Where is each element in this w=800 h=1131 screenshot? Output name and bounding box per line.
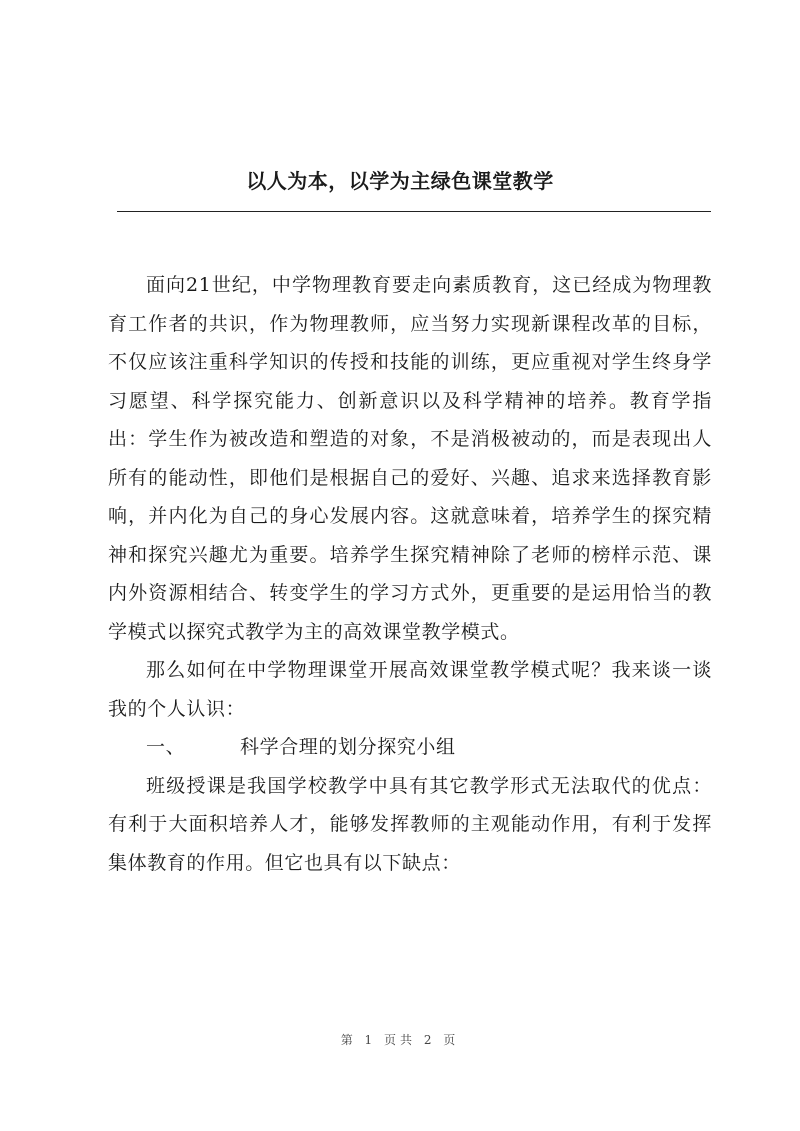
page-footer: 第 1 页共 2 页 [340,1033,460,1047]
paragraph-question: 那么如何在中学物理课堂开展高效课堂教学模式呢？我来谈一谈我的个人认识： [108,659,712,720]
document-body [108,266,712,882]
paragraph-class-teaching: 班级授课是我国学校教学中具有其它教学形式无法取代的优点：有利于大面积培养人才，能够发挥教师的主观能动作用，有利于发挥集体教育的作用。但它也具有以下缺点： [108,774,712,874]
section-number: 一、 [146,736,186,758]
paragraph-intro: 面向21世纪，中学物理教育要走向素质教育，这已经成为物理教育工作者的共识，作为物理教师，应当努力实现新课程改革的目标，不仅应该注重科学知识的传授和技能的训练，更应重视对学生终身学习愿望、科学探究能力、创新意识以及科学精神的培养。教育学指出：学生作为被改造和塑造的对象，不是消极被动的，而是表现出人所有的能动性，即他们是根据自己的爱好、兴趣、追求来选择教育影响，并内化为自己的身心发展内容。这就意味着，培养学生的探究精神和探究兴趣尤为重要。培养学生探究精神除了老师的榜样示范、课内外资源相结合、转变学生的学习方式外，更重要的是运用恰当的教学模式以探究式教学为主的高效课堂教学模式。 [108,274,712,643]
title-underline [117,211,711,212]
document-title: 以人为本，以学为主绿色课堂教学 [246,169,554,193]
section-heading-1 [108,728,712,767]
section-heading-text: 科学合理的划分探究小组 [240,736,456,758]
